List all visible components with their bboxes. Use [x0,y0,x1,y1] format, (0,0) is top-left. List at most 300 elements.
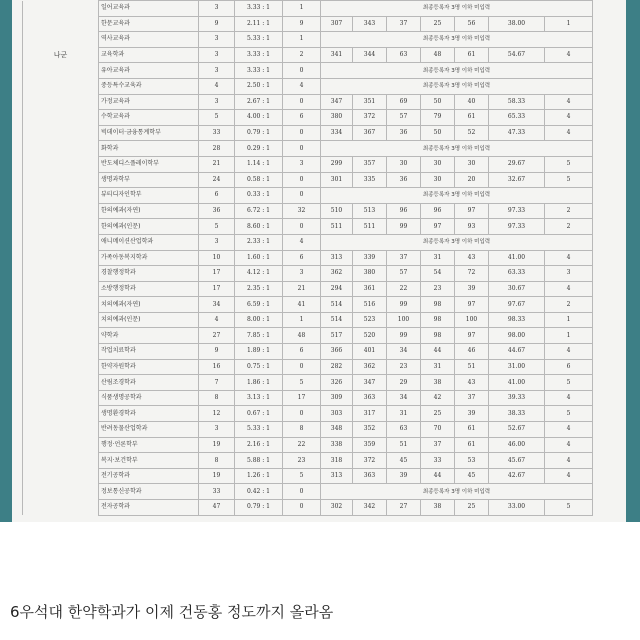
table-row [23,188,593,204]
table-row [23,1,593,17]
value-cell: 338 [321,437,353,453]
table-row [23,312,593,328]
department-name-cell: 빅데이터·금융통계학부 [99,125,199,141]
value-cell: 42.67 [489,468,545,484]
value-cell: 100 [387,312,421,328]
note-cell: 최종등록자 3명 이하 미입력 [321,32,593,48]
value-cell: 1 [545,328,593,344]
group-cell [23,16,99,32]
value-cell: 30.67 [489,281,545,297]
value-cell: 54.67 [489,47,545,63]
department-name-cell: 복지·보건학부 [99,453,199,469]
value-cell: 38 [421,375,455,391]
value-cell: 33.00 [489,500,545,516]
value-cell: 33 [421,453,455,469]
value-cell: 54 [421,266,455,282]
value-cell: 0.79 : 1 [235,500,283,516]
value-cell: 363 [353,468,387,484]
table-row [23,328,593,344]
value-cell: 6 [199,188,235,204]
value-cell: 372 [353,453,387,469]
department-name-cell: 한의예과(인문) [99,219,199,235]
group-cell [23,312,99,328]
value-cell: 3 [199,422,235,438]
value-cell: 1 [283,32,321,48]
group-cell [23,110,99,126]
table-row [23,359,593,375]
value-cell: 99 [387,328,421,344]
group-cell [23,1,99,17]
value-cell: 0 [283,406,321,422]
value-cell: 1.89 : 1 [235,344,283,360]
value-cell: 7 [199,375,235,391]
value-cell: 5 [199,219,235,235]
value-cell: 45.67 [489,453,545,469]
group-cell [23,359,99,375]
table-row [23,125,593,141]
table-row [23,266,593,282]
value-cell: 2 [545,219,593,235]
group-cell [23,453,99,469]
value-cell: 3.33 : 1 [235,1,283,17]
value-cell: 301 [321,172,353,188]
table-row [23,422,593,438]
value-cell: 30 [455,156,489,172]
value-cell: 4 [283,78,321,94]
value-cell: 0 [283,125,321,141]
value-cell: 6.59 : 1 [235,297,283,313]
value-cell: 79 [421,110,455,126]
value-cell: 4 [545,125,593,141]
group-cell [23,234,99,250]
value-cell: 0 [283,94,321,110]
department-name-cell: 가족아동복지학과 [99,250,199,266]
value-cell: 3 [283,266,321,282]
table-row [23,468,593,484]
value-cell: 3.13 : 1 [235,390,283,406]
value-cell: 514 [321,312,353,328]
value-cell: 302 [321,500,353,516]
table-row [23,16,593,32]
value-cell: 9 [283,16,321,32]
value-cell: 25 [421,406,455,422]
group-cell [23,328,99,344]
value-cell: 1 [283,312,321,328]
value-cell: 28 [199,141,235,157]
value-cell: 44.67 [489,344,545,360]
table-row [23,219,593,235]
value-cell: 0.29 : 1 [235,141,283,157]
value-cell: 4.00 : 1 [235,110,283,126]
value-cell: 2.67 : 1 [235,94,283,110]
value-cell: 372 [353,110,387,126]
value-cell: 31 [387,406,421,422]
value-cell: 5 [545,406,593,422]
value-cell: 0.79 : 1 [235,125,283,141]
value-cell: 5 [545,375,593,391]
value-cell: 97 [421,219,455,235]
value-cell: 344 [353,47,387,63]
value-cell: 39.33 [489,390,545,406]
value-cell: 37 [455,390,489,406]
value-cell: 69 [387,94,421,110]
value-cell: 72 [455,266,489,282]
value-cell: 4 [199,78,235,94]
value-cell: 29.67 [489,156,545,172]
value-cell: 4 [545,390,593,406]
value-cell: 98.00 [489,328,545,344]
group-cell [23,281,99,297]
value-cell: 0.75 : 1 [235,359,283,375]
value-cell: 3 [199,32,235,48]
group-cell [23,94,99,110]
value-cell: 334 [321,125,353,141]
value-cell: 23 [387,359,421,375]
value-cell: 47 [199,500,235,516]
value-cell: 38 [421,500,455,516]
value-cell: 282 [321,359,353,375]
value-cell: 12 [199,406,235,422]
value-cell: 1 [545,16,593,32]
value-cell: 5 [545,172,593,188]
note-cell: 최종등록자 3명 이하 미입력 [321,141,593,157]
table-row [23,375,593,391]
value-cell: 303 [321,406,353,422]
value-cell: 313 [321,468,353,484]
table-row [23,281,593,297]
value-cell: 517 [321,328,353,344]
value-cell: 299 [321,156,353,172]
table-row [23,94,593,110]
value-cell: 2.33 : 1 [235,234,283,250]
value-cell: 5.33 : 1 [235,32,283,48]
value-cell: 16 [199,359,235,375]
value-cell: 36 [199,203,235,219]
table-row [23,78,593,94]
value-cell: 37 [387,16,421,32]
department-name-cell: 소방행정학과 [99,281,199,297]
value-cell: 401 [353,344,387,360]
value-cell: 17 [199,266,235,282]
value-cell: 33 [199,125,235,141]
value-cell: 23 [283,453,321,469]
department-name-cell: 중등특수교육과 [99,78,199,94]
department-name-cell: 애니메이션산업학과 [99,234,199,250]
value-cell: 1.26 : 1 [235,468,283,484]
value-cell: 6 [283,250,321,266]
value-cell: 4.12 : 1 [235,266,283,282]
value-cell: 5.33 : 1 [235,422,283,438]
value-cell: 48 [283,328,321,344]
group-cell [23,250,99,266]
value-cell: 2.35 : 1 [235,281,283,297]
value-cell: 31.00 [489,359,545,375]
value-cell: 41 [283,297,321,313]
value-cell: 61 [455,437,489,453]
value-cell: 4 [545,94,593,110]
value-cell: 7.85 : 1 [235,328,283,344]
value-cell: 8.00 : 1 [235,312,283,328]
value-cell: 45 [387,453,421,469]
value-cell: 25 [455,500,489,516]
group-cell [23,484,99,500]
value-cell: 38.00 [489,16,545,32]
department-name-cell: 치의예과(인문) [99,312,199,328]
table-row [23,203,593,219]
value-cell: 96 [421,203,455,219]
value-cell: 380 [353,266,387,282]
value-cell: 516 [353,297,387,313]
value-cell: 44 [421,468,455,484]
value-cell: 4 [545,468,593,484]
group-cell [23,78,99,94]
value-cell: 34 [199,297,235,313]
value-cell: 514 [321,297,353,313]
value-cell: 63 [387,422,421,438]
value-cell: 1.14 : 1 [235,156,283,172]
value-cell: 98 [421,312,455,328]
value-cell: 363 [353,390,387,406]
value-cell: 34 [387,344,421,360]
value-cell: 97.33 [489,219,545,235]
value-cell: 2.50 : 1 [235,78,283,94]
value-cell: 70 [421,422,455,438]
group-cell [23,156,99,172]
value-cell: 2.11 : 1 [235,16,283,32]
value-cell: 4 [199,312,235,328]
value-cell: 31 [421,250,455,266]
value-cell: 5 [545,156,593,172]
group-cell [23,125,99,141]
department-name-cell: 유아교육과 [99,63,199,79]
value-cell: 8 [283,422,321,438]
value-cell: 5 [283,468,321,484]
group-cell [23,172,99,188]
value-cell: 317 [353,406,387,422]
value-cell: 30 [421,156,455,172]
department-name-cell: 일어교육과 [99,1,199,17]
value-cell: 352 [353,422,387,438]
note-cell: 최종등록자 3명 이하 미입력 [321,63,593,79]
value-cell: 97 [455,203,489,219]
value-cell: 520 [353,328,387,344]
value-cell: 21 [283,281,321,297]
value-cell: 36 [387,172,421,188]
value-cell: 17 [283,390,321,406]
group-label: 나군 [23,47,99,63]
value-cell: 366 [321,344,353,360]
value-cell: 2 [283,47,321,63]
value-cell: 20 [455,172,489,188]
note-cell: 최종등록자 3명 이하 미입력 [321,78,593,94]
value-cell: 61 [455,422,489,438]
value-cell: 97 [455,297,489,313]
value-cell: 341 [321,47,353,63]
value-cell: 5 [283,375,321,391]
value-cell: 97.33 [489,203,545,219]
note-cell: 최종등록자 3명 이하 미입력 [321,234,593,250]
value-cell: 63.33 [489,266,545,282]
value-cell: 38.33 [489,406,545,422]
group-cell [23,188,99,204]
value-cell: 100 [455,312,489,328]
value-cell: 3 [199,94,235,110]
department-name-cell: 뷰티디자인학부 [99,188,199,204]
value-cell: 0.33 : 1 [235,188,283,204]
value-cell: 39 [387,468,421,484]
value-cell: 3 [199,63,235,79]
group-cell [23,203,99,219]
value-cell: 98 [421,297,455,313]
group-cell [23,468,99,484]
value-cell: 30 [387,156,421,172]
value-cell: 56 [455,16,489,32]
department-name-cell: 한의예과(자연) [99,203,199,219]
value-cell: 0 [283,484,321,500]
value-cell: 98 [421,328,455,344]
value-cell: 23 [421,281,455,297]
value-cell: 57 [387,110,421,126]
value-cell: 0 [283,172,321,188]
value-cell: 8 [199,453,235,469]
value-cell: 37 [387,250,421,266]
value-cell: 0 [283,188,321,204]
value-cell: 0 [283,359,321,375]
table-row [23,500,593,516]
value-cell: 61 [455,110,489,126]
table-row [23,484,593,500]
value-cell: 30 [421,172,455,188]
table-row [23,172,593,188]
value-cell: 42 [421,390,455,406]
value-cell: 36 [387,125,421,141]
value-cell: 17 [199,281,235,297]
value-cell: 99 [387,219,421,235]
value-cell: 45 [455,468,489,484]
value-cell: 307 [321,16,353,32]
value-cell: 6.72 : 1 [235,203,283,219]
value-cell: 367 [353,125,387,141]
department-name-cell: 한약자원학과 [99,359,199,375]
value-cell: 6 [545,359,593,375]
value-cell: 3 [199,1,235,17]
value-cell: 29 [387,375,421,391]
value-cell: 0.67 : 1 [235,406,283,422]
value-cell: 22 [387,281,421,297]
value-cell: 40 [455,94,489,110]
value-cell: 351 [353,94,387,110]
value-cell: 2.16 : 1 [235,437,283,453]
department-name-cell: 가정교육과 [99,94,199,110]
value-cell: 37 [421,437,455,453]
value-cell: 46 [455,344,489,360]
value-cell: 2 [545,203,593,219]
group-cell [23,141,99,157]
department-name-cell: 수학교육과 [99,110,199,126]
value-cell: 39 [455,281,489,297]
department-name-cell: 반도체디스플레이학부 [99,156,199,172]
table-row [23,250,593,266]
table-row [23,47,593,63]
value-cell: 39 [455,406,489,422]
value-cell: 97.67 [489,297,545,313]
value-cell: 4 [283,234,321,250]
value-cell: 32.67 [489,172,545,188]
group-cell [23,375,99,391]
value-cell: 5.88 : 1 [235,453,283,469]
value-cell: 0.42 : 1 [235,484,283,500]
value-cell: 19 [199,468,235,484]
department-name-cell: 생명과학부 [99,172,199,188]
value-cell: 362 [321,266,353,282]
group-cell [23,32,99,48]
department-name-cell: 한문교육과 [99,16,199,32]
value-cell: 52 [455,125,489,141]
value-cell: 99 [387,297,421,313]
value-cell: 0 [283,141,321,157]
value-cell: 43 [455,250,489,266]
value-cell: 24 [199,172,235,188]
value-cell: 50 [421,125,455,141]
value-cell: 4 [545,437,593,453]
value-cell: 44 [421,344,455,360]
value-cell: 523 [353,312,387,328]
value-cell: 52.67 [489,422,545,438]
group-cell [23,63,99,79]
group-cell [23,422,99,438]
value-cell: 53 [455,453,489,469]
value-cell: 34 [387,390,421,406]
table-row [23,32,593,48]
group-cell [23,266,99,282]
value-cell: 0 [283,63,321,79]
admissions-table-sheet [12,0,626,522]
note-cell: 최종등록자 3명 이하 미입력 [321,1,593,17]
value-cell: 357 [353,156,387,172]
value-cell: 43 [455,375,489,391]
department-name-cell: 교육학과 [99,47,199,63]
value-cell: 9 [199,344,235,360]
value-cell: 511 [353,219,387,235]
value-cell: 335 [353,172,387,188]
value-cell: 3 [283,156,321,172]
value-cell: 3 [199,47,235,63]
group-cell [23,344,99,360]
department-name-cell: 산림조경학과 [99,375,199,391]
department-name-cell: 전기공학과 [99,468,199,484]
table-row [23,297,593,313]
value-cell: 6 [283,344,321,360]
value-cell: 9 [199,16,235,32]
value-cell: 347 [321,94,353,110]
value-cell: 4 [545,47,593,63]
value-cell: 96 [387,203,421,219]
value-cell: 4 [545,250,593,266]
value-cell: 50 [421,94,455,110]
note-cell: 최종등록자 3명 이하 미입력 [321,484,593,500]
value-cell: 1.60 : 1 [235,250,283,266]
value-cell: 27 [387,500,421,516]
value-cell: 41.00 [489,375,545,391]
department-name-cell: 전자공학과 [99,500,199,516]
value-cell: 8.60 : 1 [235,219,283,235]
value-cell: 46.00 [489,437,545,453]
admissions-results-table [22,0,593,516]
value-cell: 8 [199,390,235,406]
value-cell: 348 [321,422,353,438]
value-cell: 511 [321,219,353,235]
group-cell [23,500,99,516]
